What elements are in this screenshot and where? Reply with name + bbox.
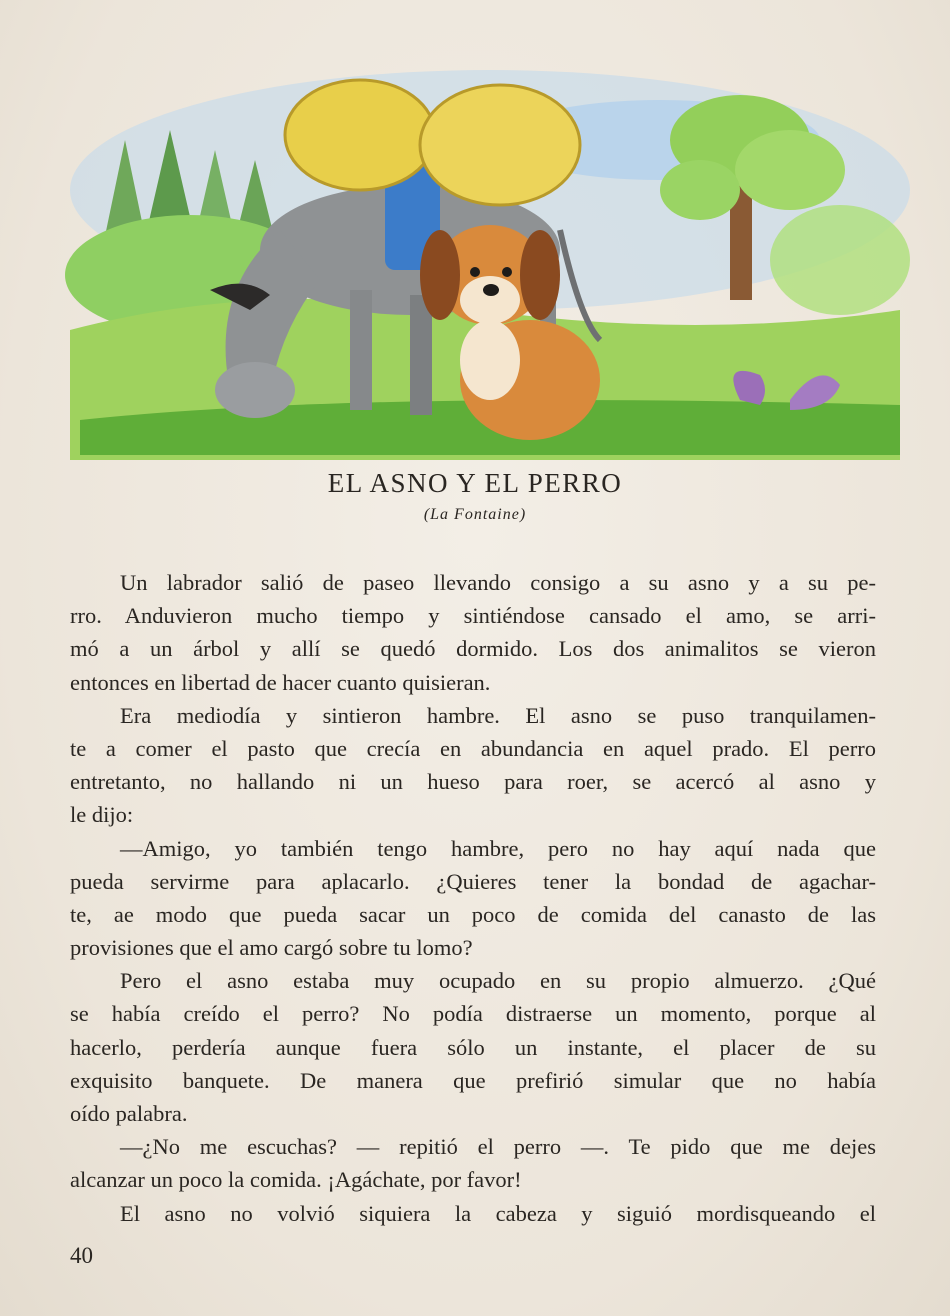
text-line: se había creído el perro? No podía distraerse un momento, porque al (70, 1001, 876, 1027)
text-line: Un labrador salió de paseo llevando consigo a su asno y a su pe- (120, 570, 876, 595)
text-line: te a comer el pasto que crecía en abundancia en aquel prado. El perro (70, 735, 876, 761)
page-number: 40 (70, 1243, 93, 1268)
text-line: El asno no volvió siquiera la cabeza y siguió mordisqueando el (120, 1200, 876, 1226)
text-line: le dijo: (70, 802, 134, 828)
text-line: oído palabra. (70, 1101, 188, 1126)
text-line: entonces en libertad de hacer cuanto quisieran. (70, 669, 491, 695)
basket-right (420, 85, 580, 205)
text-line: pueda servirme para aplacarlo. ¿Quieres tener la bondad de agachar- (70, 868, 876, 894)
text-line: Era mediodía y sintieron hambre. El asno se puso tranquilamen- (120, 702, 876, 728)
story-author: (La Fontaine) (423, 506, 527, 523)
text-line: alcanzar un poco la comida. ¡Agáchate, por favor! (70, 1167, 522, 1193)
story-body (70, 566, 876, 1230)
text-line: —Amigo, yo también tengo hambre, pero no hay aquí nada que (120, 835, 876, 861)
text-line: exquisito banquete. De manera que prefirió simular que no había (70, 1067, 876, 1093)
text-line: Pero el asno estaba muy ocupado en su propio almuerzo. ¿Qué (120, 968, 876, 994)
text-line: mó a un árbol y allí se quedó dormido. Los dos animalitos se vieron (70, 636, 876, 662)
text-line: —¿No me escuchas? — repitió el perro —. Te pido que me dejes (120, 1134, 876, 1160)
basket-left (285, 80, 435, 190)
text-line: te, ae modo que pueda sacar un poco de comida del canasto de las (70, 901, 876, 927)
text-line: rro. Anduvieron mucho tiempo y sintiéndose cansado el amo, se arri- (70, 603, 876, 629)
story-illustration (60, 60, 910, 470)
bush-right (770, 205, 910, 315)
text-line: hacerlo, perdería aunque fuera sólo un instante, el placer de su (70, 1034, 876, 1060)
text-line: provisiones que el amo cargó sobre tu lomo? (70, 935, 473, 961)
text-line: entretanto, no hallando ni un hueso para roer, se acercó al asno y (70, 769, 876, 795)
story-title: EL ASNO Y EL PERRO (327, 468, 623, 498)
